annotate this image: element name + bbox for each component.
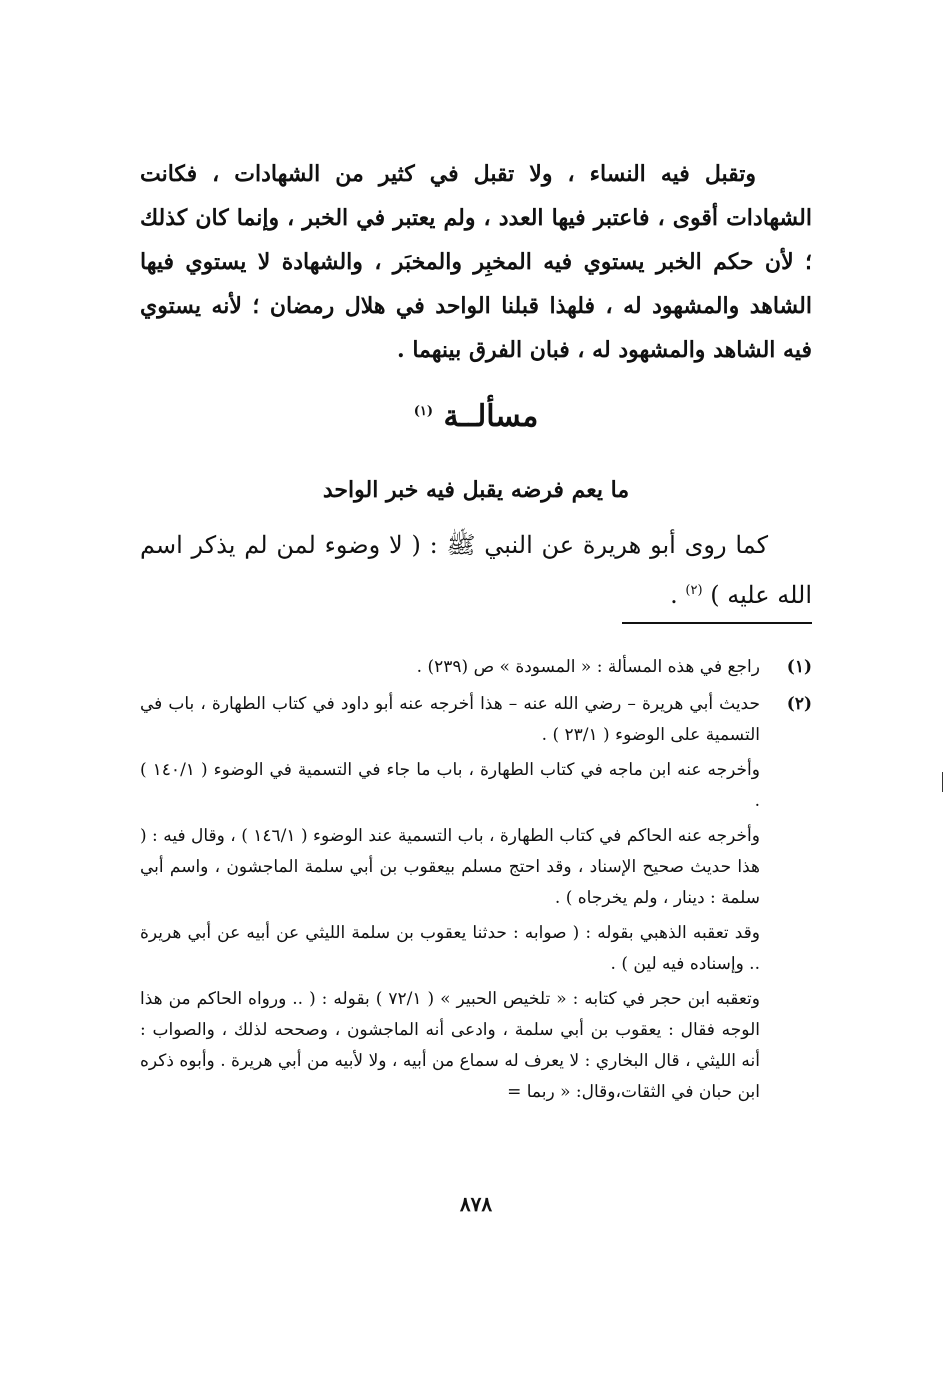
hadith-quote bbox=[140, 522, 812, 618]
footnote-paragraph: وأخرجه عنه الحاكم في كتاب الطهارة ، باب التسمية عند الوضوء ( ١٤٦/١ ) ، وقال فيه : ( هذا حديث صحيح الإسناد ، وقد احتج مسلم بيعقوب بن أبي سلمة الماجشون ، واسم أبي سلمة : دينار ، ولم يخرجاه ) . bbox=[140, 826, 760, 908]
footnote-paragraph: وقد تعقبه الذهبي بقوله : ( صوابه : حدثنا يعقوب بن سلمة الليثي عن أبيه عن أبي هريرة .. وإسناده فيه لين ) . bbox=[140, 923, 760, 974]
body-text bbox=[140, 152, 812, 372]
footnote-number: (٢) bbox=[786, 694, 812, 714]
footnotes bbox=[140, 652, 812, 1114]
margin-mark bbox=[942, 772, 943, 792]
hadith-text: كما روى أبو هريرة عن النبي ﷺ : ( لا وضوء لمن لم يذكر اسم الله عليه ) bbox=[140, 531, 812, 609]
page-number: ٨٧٨ bbox=[459, 1192, 493, 1216]
footnote-2 bbox=[140, 689, 812, 1112]
section-title-text: مسألــة bbox=[443, 399, 539, 434]
footnote-paragraph: وأخرجه عنه ابن ماجه في كتاب الطهارة ، باب ما جاء في التسمية في الوضوء ( ١٤٠/١ ) . bbox=[140, 760, 760, 811]
section-title bbox=[140, 392, 812, 437]
footnote-paragraph: حديث أبي هريرة – رضي الله عنه – هذا أخرجه عنه أبو داود في كتاب الطهارة ، باب في التسمية على الوضوء ( ٢٣/١ ) . bbox=[140, 694, 760, 745]
hadith-footnote-ref: (٢) bbox=[685, 583, 703, 598]
body-paragraph: وتقبل فيه النساء ، ولا تقبل في كثير من الشهادات ، فكانت الشهادات أقوى ، فاعتبر فيها العدد ، ولم يعتبر في الخبر ، وإنما كان كذلك ؛ لأن حكم الخبر يستوي فيه المخبِر والمخبَر ، والشهادة لا يستوي فيها الشاهد والمشهود له ، فلهذا قبلنا الواحد في هلال رمضان ؛ لأنه يستوي فيه الشاهد والمشهود له ، فبان الفرق بينهما . bbox=[140, 161, 812, 363]
footnote-paragraph: راجع في هذه المسألة : « المسودة » ص (٢٣٩) . bbox=[416, 657, 760, 677]
footnote-number: (١) bbox=[786, 657, 812, 677]
footnote-separator bbox=[622, 622, 812, 624]
section-title-footnote-ref: (١) bbox=[413, 404, 434, 419]
footnote-1 bbox=[140, 652, 812, 687]
footnote-paragraph: وتعقبه ابن حجر في كتابه : « تلخيص الحبير » ( ٧٢/١ ) بقوله : ( .. ورواه الحاكم من هذا الوجه فقال : يعقوب بن أبي سلمة ، وادعى أنه الماجشون ، وصححه لذلك ، والصواب : أنه الليثي ، قال البخاري : لا يعرف له سماع من أبيه ، ولا لأبيه من أبي هريرة . وأبوه ذكره ابن حبان في الثقات،وقال: « ربما = bbox=[140, 989, 760, 1102]
hadith-end: . bbox=[670, 581, 678, 609]
section-subtitle: ما يعم فرضه يقبل فيه خبر الواحد bbox=[322, 477, 630, 503]
